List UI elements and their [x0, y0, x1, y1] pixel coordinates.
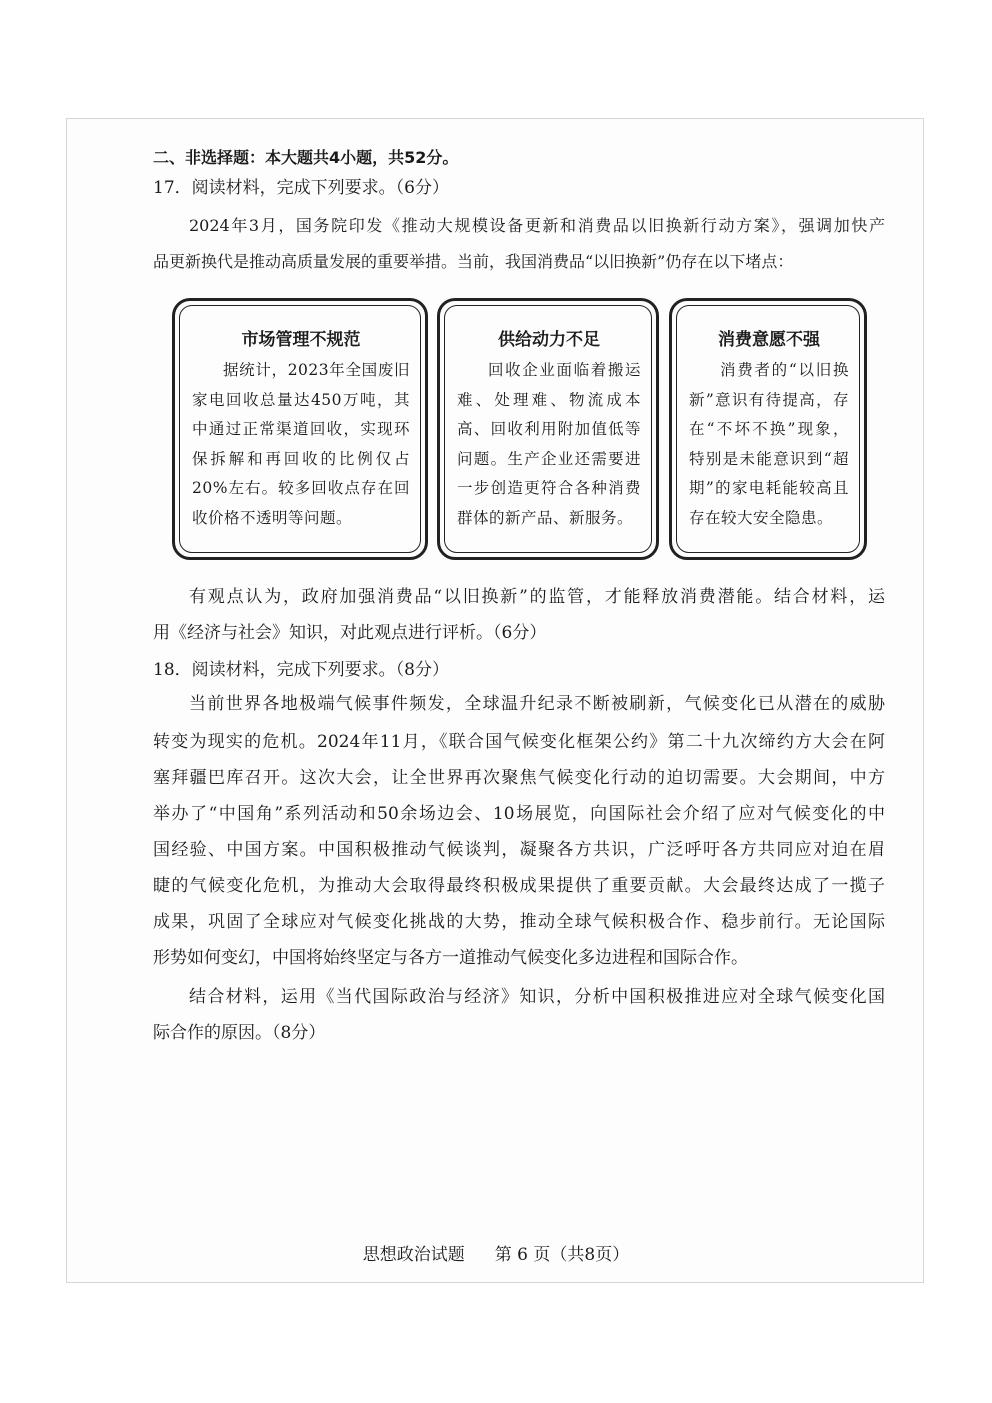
q18-prompt: 18．阅读材料，完成下列要求。（8分）: [153, 660, 449, 680]
q17-material-line-1: 2024年3月，国务院印发《推动大规模设备更新和消费品以旧换新行动方案》，强调加快产: [189, 216, 885, 235]
q17-material-line-2: 品更新换代是推动高质量发展的重要举措。当前，我国消费品“以旧换新”仍存在以下堵点：: [153, 252, 794, 271]
q18-material-line: 睫的气候变化危机，为推动大会取得最终积极成果提供了重要贡献。大会最终达成了一揽子: [153, 876, 885, 896]
box-body: 消费者的“以旧换新”意识有待提高，存在“不坏不换”现象，特别是未能意识到“超期”的家电耗能较高且存在较大安全隐患。: [689, 361, 849, 527]
box-title: 消费意愿不强: [718, 330, 820, 350]
box-body: 回收企业面临着搬运难、处理难、物流成本高、回收利用附加值低等问题。生产企业还需要进一步创造更符合各种消费群体的新产品、新服务。: [457, 361, 641, 527]
box-body: 据统计，2023年全国废旧家电回收总量达450万吨，其中通过正常渠道回收，实现环保拆解和再回收的比例仅占20%左右。较多回收点存在回收价格不透明等问题。: [192, 361, 410, 527]
q18-material-line: 成果，巩固了全球应对气候变化挑战的大势，推动全球气候积极合作、稳步前行。无论国际: [153, 912, 885, 932]
q17-task-line-1: 有观点认为，政府加强消费品“以旧换新”的监管，才能释放消费潜能。结合材料，运: [189, 587, 885, 607]
footer-subject: 思想政治试题: [362, 1245, 465, 1265]
q18-material-line: 形势如何变幻，中国将始终坚定与各方一道推动气候变化多边进程和国际合作。: [153, 948, 748, 968]
q18-task-line-1: 结合材料，运用《当代国际政治与经济》知识，分析中国积极推进应对全球气候变化国: [189, 987, 885, 1007]
q18-material-line: 举办了“中国角”系列活动和50余场边会、10场展览，向国际社会介绍了应对气候变化的中: [153, 804, 885, 824]
box-title: 市场管理不规范: [241, 330, 361, 350]
box-supply-motivation: [437, 298, 659, 560]
box-market-management: [172, 298, 428, 560]
q18-task-line-2: 际合作的原因。（8分）: [153, 1023, 326, 1043]
box-title: 供给动力不足: [498, 330, 600, 350]
box-consumer-willingness: [669, 298, 867, 560]
q18-material-line: 塞拜疆巴库召开。这次大会，让全世界再次聚焦气候变化行动的迫切需要。大会期间，中方: [153, 768, 885, 788]
q17-task-line-2: 用《经济与社会》知识，对此观点进行评析。（6分）: [153, 623, 547, 643]
section-heading: 二、非选择题：本大题共4小题，共52分。: [153, 148, 459, 167]
footer-page-number: 第 6 页（共8页）: [494, 1245, 630, 1265]
q18-material-line: 当前世界各地极端气候事件频发，全球温升纪录不断被刷新，气候变化已从潜在的威胁: [189, 694, 885, 714]
q18-material-line: 国经验、中国方案。中国积极推动气候谈判，凝聚各方共识，广泛呼吁各方共同应对迫在眉: [153, 840, 885, 860]
q18-material-line: 转变为现实的危机。2024年11月，《联合国气候变化框架公约》第二十九次缔约方大会在阿: [153, 732, 885, 752]
page-footer: [0, 1243, 992, 1267]
q17-prompt: 17．阅读材料，完成下列要求。（6分）: [153, 178, 449, 198]
